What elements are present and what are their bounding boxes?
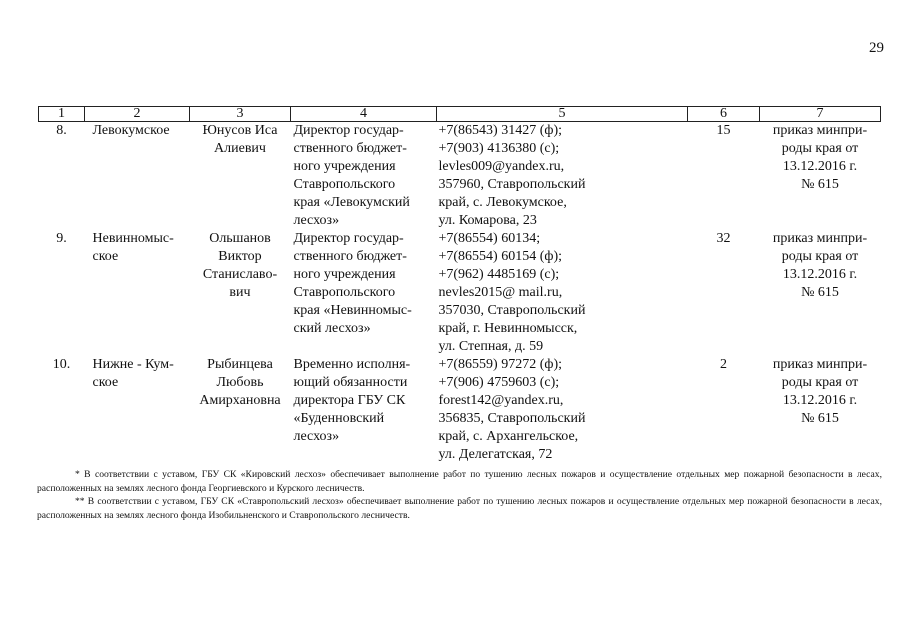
person-name-cell: Ольшанов Виктор Станиславо- вич: [202, 231, 278, 300]
footnote-kirovsky: * В соответствии с уставом, ГБУ СК «Кировский лесхоз» обеспечивает выполнение работ по тушению лесных пожаров и осуществление отдельных мер пожарной безопасности в лесах, расположенных на землях лесного фонда Георгиевского и Курского лесничеств.: [37, 469, 882, 494]
order-cell: приказ минпри- роды края от 13.12.2016 г. № 615: [772, 123, 868, 192]
table-row: [39, 230, 881, 356]
table-row: [39, 356, 881, 464]
order-cell: приказ минпри- роды края от 13.12.2016 г. № 615: [772, 231, 868, 300]
column-header-3: 3: [190, 107, 291, 122]
column-header-4: 4: [291, 107, 437, 122]
footnote-stavropolsky: ** В соответствии с уставом, ГБУ СК «Ставропольский лесхоз» обеспечивает выполнение работ по тушению лесных пожаров и осуществление отдельных мер пожарной безопасности в лесах, расположенных на землях лесного фонда Изобильненского и Ставропольского лесничеств.: [37, 496, 882, 521]
count-cell: 15: [716, 123, 731, 138]
contacts-cell: +7(86559) 97272 (ф); +7(906) 4759603 (с); forest142@yandex.ru, 356835, Ставропольский край, с. Архангельское, ул. Делегатская, 72: [438, 357, 586, 462]
forestry-name-cell: Невинномыс- ское: [92, 231, 174, 264]
column-header-7: 7: [760, 107, 881, 122]
count-cell: 32: [716, 231, 731, 246]
column-header-5: 5: [437, 107, 688, 122]
position-cell: Директор государ- ственного бюджет- ного учреждения Ставропольского края «Невинномыс- ский лесхоз»: [293, 231, 412, 336]
forestry-name-cell: Нижне - Кум- ское: [92, 357, 174, 390]
column-header-1: 1: [39, 107, 85, 122]
row-number-cell: 8.: [56, 123, 67, 138]
table-row: [39, 122, 881, 231]
row-number-cell: 9.: [56, 231, 67, 246]
forestry-contacts-table: [38, 106, 881, 464]
contacts-cell: +7(86554) 60134; +7(86554) 60154 (ф); +7(962) 4485169 (с); nevles2015@ mail.ru, 357030, Ставропольский край, г. Невинномысск, ул. Степная, д. 59: [438, 231, 586, 354]
count-cell: 2: [720, 357, 727, 372]
column-header-2: 2: [85, 107, 190, 122]
person-name-cell: Юнусов Иса Алиевич: [202, 123, 278, 156]
contacts-cell: +7(86543) 31427 (ф); +7(903) 4136380 (с); levles009@yandex.ru, 357960, Ставропольский край, с. Левокумское, ул. Комарова, 23: [438, 123, 586, 228]
person-name-cell: Рыбинцева Любовь Амирхановна: [199, 357, 281, 408]
column-header-6: 6: [688, 107, 760, 122]
position-cell: Директор государ- ственного бюджет- ного учреждения Ставропольского края «Левокумский лесхоз»: [293, 123, 410, 228]
page-number: 29: [869, 40, 884, 56]
row-number-cell: 10.: [52, 357, 71, 372]
order-cell: приказ минпри- роды края от 13.12.2016 г. № 615: [772, 357, 868, 426]
position-cell: Временно исполня- ющий обязанности директора ГБУ СК «Буденновский лесхоз»: [293, 357, 411, 444]
footnotes: [37, 468, 882, 522]
column-number-row: [39, 107, 881, 122]
forestry-name-cell: Левокумское: [92, 123, 170, 138]
